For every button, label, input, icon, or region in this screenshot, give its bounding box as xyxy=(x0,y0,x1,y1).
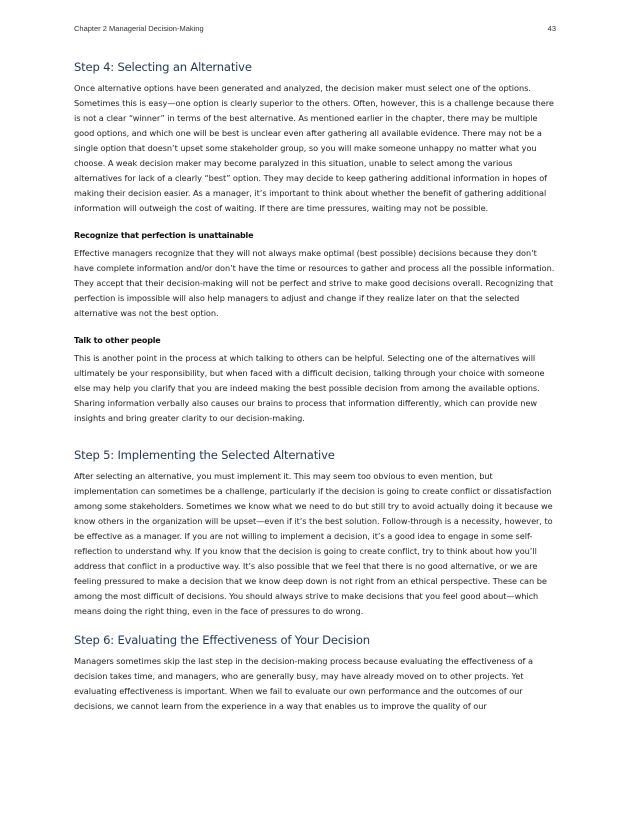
chapter-title: Chapter 2 Managerial Decision-Making xyxy=(74,24,204,33)
section-heading-step4: Step 4: Selecting an Alternative xyxy=(74,60,252,74)
section-heading-step6: Step 6: Evaluating the Effectiveness of Your Decision xyxy=(74,633,370,647)
page-content xyxy=(74,60,558,724)
paragraph-perfection: Effective managers recognize that they will not always make optimal (best possible) decisions because they don’t have complete information and/or don’t have the time or resources to gather and process all the possible information. They accept that their decision-making will not be perfect and strive to make good decisions overall. Recognizing that perfection is impossible will also help managers to adjust and change if they realize later on that the selected alternative was not the best option. xyxy=(74,248,555,318)
paragraph-step4: Once alternative options have been generated and analyzed, the decision maker must select one of the options. Sometimes this is easy—one option is clearly superior to the others. Often, however, this is a challenge because there is not a clear “winner” in terms of the best alternative. As mentioned earlier in the chapter, there may be multiple good options, and which one will be best is unclear even after gathering all available evidence. There may not be a single option that doesn’t upset some stakeholder group, so you will make someone unhappy no matter what you choose. A weak decision maker may become paralyzed in this situation, unable to select among the various alternatives for lack of a clearly “best” option. They may decide to keep gathering additional information in hopes of making their decision easier. As a manager, it’s important to think about whether the benefit of gathering additional information will outweigh the cost of waiting. If there are time pressures, waiting may not be possible. xyxy=(74,83,554,213)
subheading-perfection: Recognize that perfection is unattainable xyxy=(74,231,254,240)
section-heading-step5: Step 5: Implementing the Selected Alternative xyxy=(74,448,335,462)
subheading-talk: Talk to other people xyxy=(74,336,161,345)
paragraph-talk: This is another point in the process at which talking to others can be helpful. Selecting one of the alternatives will ultimately be your responsibility, but when faced with a difficult decision, talking through your choice with someone else may help you clarify that you are indeed making the best possible decision from among the available options. Sharing information verbally also causes our brains to process that information differently, which can provide new insights and bring greater clarity to our decision-making. xyxy=(74,353,545,423)
running-header xyxy=(74,24,556,33)
paragraph-step6: Managers sometimes skip the last step in the decision-making process because evaluating the effectiveness of a decision takes time, and managers, who are generally busy, may have already moved on to other projects. Yet evaluating effectiveness is important. When we fail to evaluate our own performance and the outcomes of our decisions, we cannot learn from the experience in a way that enables us to improve the quality of our xyxy=(74,656,533,711)
page-number: 43 xyxy=(547,24,556,33)
paragraph-step5: After selecting an alternative, you must implement it. This may seem too obvious to even mention, but implementation can sometimes be a challenge, particularly if the decision is going to create conflict or dissatisfaction among some stakeholders. Sometimes we know what we need to do but still try to avoid actually doing it because we know others in the organization will be upset—even if it’s the best solution. Follow-through is a necessity, however, to be effective as a manager. If you are not willing to implement a decision, it’s a good idea to engage in some self-reflection to understand why. If you know that the decision is going to create conflict, try to think about how you’ll address that conflict in a productive way. It’s also possible that we feel that there is no good alternative, or we are feeling pressured to make a decision that we know deep down is not right from an ethical perspective. These can be among the most difficult of decisions. You should always strive to make decisions that you feel good about—which means doing the right thing, even in the face of pressures to do wrong. xyxy=(74,471,553,616)
